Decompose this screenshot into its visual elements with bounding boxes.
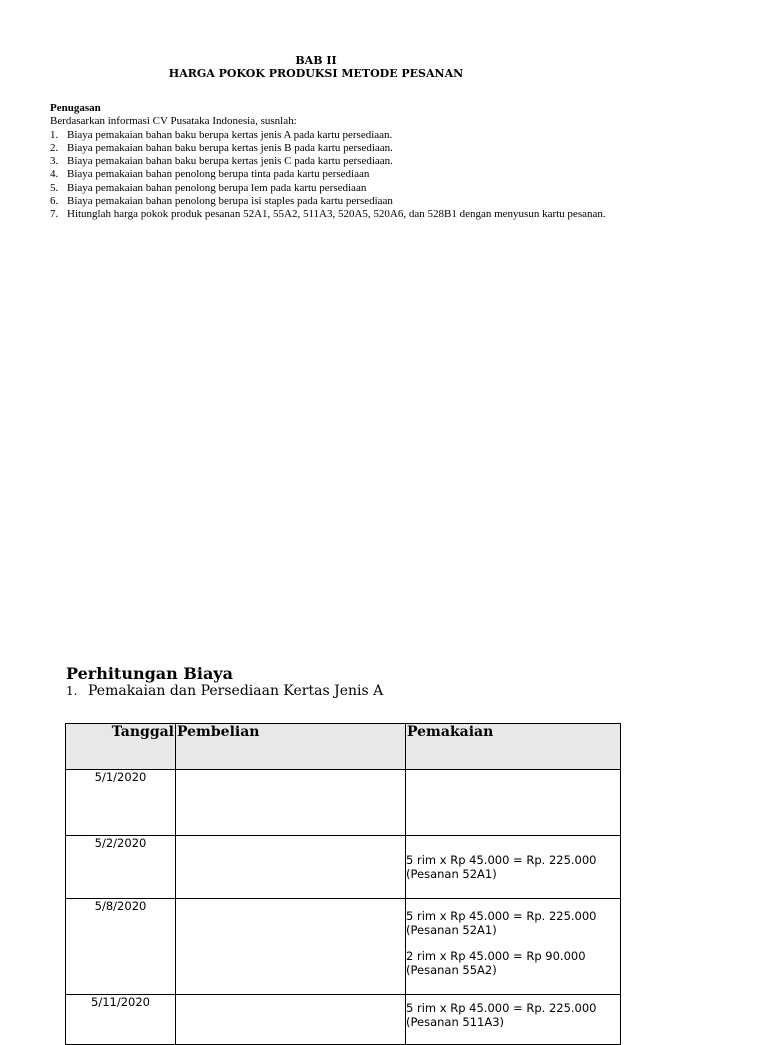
column-header-date: Tanggal — [66, 724, 176, 770]
purchase-cell — [176, 995, 406, 1045]
usage-cell — [406, 770, 621, 836]
chapter-title: HARGA POKOK PRODUKSI METODE PESANAN — [168, 67, 464, 80]
table-row — [66, 770, 621, 836]
purchase-cell — [176, 836, 406, 899]
inventory-card-table — [65, 723, 621, 1045]
assignment-item — [50, 195, 610, 208]
item-number: 2. — [50, 141, 59, 154]
purchase-cell — [176, 899, 406, 995]
table-row — [66, 995, 621, 1045]
item-text: Biaya pemakaian bahan penolong berupa tinta pada kartu persediaan — [67, 168, 370, 181]
usage-entry: 5 rim x Rp 45.000 = Rp. 225.000 (Pesanan 52A1) — [406, 909, 597, 937]
date-cell: 5/8/2020 — [66, 899, 176, 995]
table-header-row — [66, 724, 621, 770]
item-text: Biaya pemakaian bahan baku berupa kertas jenis B pada kartu persediaan. — [67, 141, 393, 154]
assignment-item — [50, 208, 610, 221]
item-number: 7. — [50, 208, 59, 221]
assignment-item — [50, 168, 610, 181]
assignment-block — [50, 102, 610, 222]
assignment-item — [50, 182, 610, 195]
chapter-heading: BAB II — [295, 54, 337, 67]
table-row — [66, 836, 621, 899]
usage-entry: 5 rim x Rp 45.000 = Rp. 225.000 (Pesanan 511A3) — [406, 1001, 597, 1029]
item-number: 6. — [50, 195, 59, 208]
item-text: Biaya pemakaian bahan penolong berupa isi staples pada kartu persediaan — [67, 195, 393, 208]
table-row — [66, 899, 621, 995]
assignment-intro: Berdasarkan informasi CV Pusataka Indonesia, susnlah: — [50, 115, 297, 128]
item-number: 5. — [50, 181, 59, 194]
usage-cell — [406, 899, 621, 995]
item-number: 3. — [50, 155, 59, 168]
assignment-item — [50, 155, 610, 168]
item-text: Biaya pemakaian bahan baku berupa kertas jenis C pada kartu persediaan. — [67, 155, 393, 168]
column-header-purchase: Pembelian — [176, 724, 406, 770]
date-cell: 5/11/2020 — [66, 995, 176, 1045]
assignment-item — [50, 142, 610, 155]
subsection-number: 1. — [66, 684, 78, 698]
item-number: 4. — [50, 168, 59, 181]
date-cell: 5/2/2020 — [66, 836, 176, 899]
item-text: Biaya pemakaian bahan baku berupa kertas jenis A pada kartu persediaan. — [67, 128, 393, 141]
item-text: Hitunglah harga pokok produk pesanan 52A1, 55A2, 511A3, 520A5, 520A6, dan 528B1 dengan menyusun kartu pesanan. — [67, 208, 606, 221]
usage-cell — [406, 836, 621, 899]
item-text: Biaya pemakaian bahan penolong berupa lem pada kartu persediaan — [67, 181, 367, 194]
subsection-text: Pemakaian dan Persediaan Kertas Jenis A — [88, 683, 384, 699]
date-cell: 5/1/2020 — [66, 770, 176, 836]
usage-entry: 2 rim x Rp 45.000 = Rp 90.000 (Pesanan 55A2) — [406, 949, 586, 977]
assignment-label: Penugasan — [50, 102, 101, 114]
section-title: Perhitungan Biaya — [66, 664, 233, 683]
usage-entry: 5 rim x Rp 45.000 = Rp. 225.000 (Pesanan 52A1) — [406, 853, 597, 881]
item-number: 1. — [50, 128, 59, 141]
usage-cell — [406, 995, 621, 1045]
assignment-item — [50, 129, 610, 142]
purchase-cell — [176, 770, 406, 836]
column-header-usage: Pemakaian — [406, 724, 621, 770]
subsection-title — [66, 683, 383, 699]
